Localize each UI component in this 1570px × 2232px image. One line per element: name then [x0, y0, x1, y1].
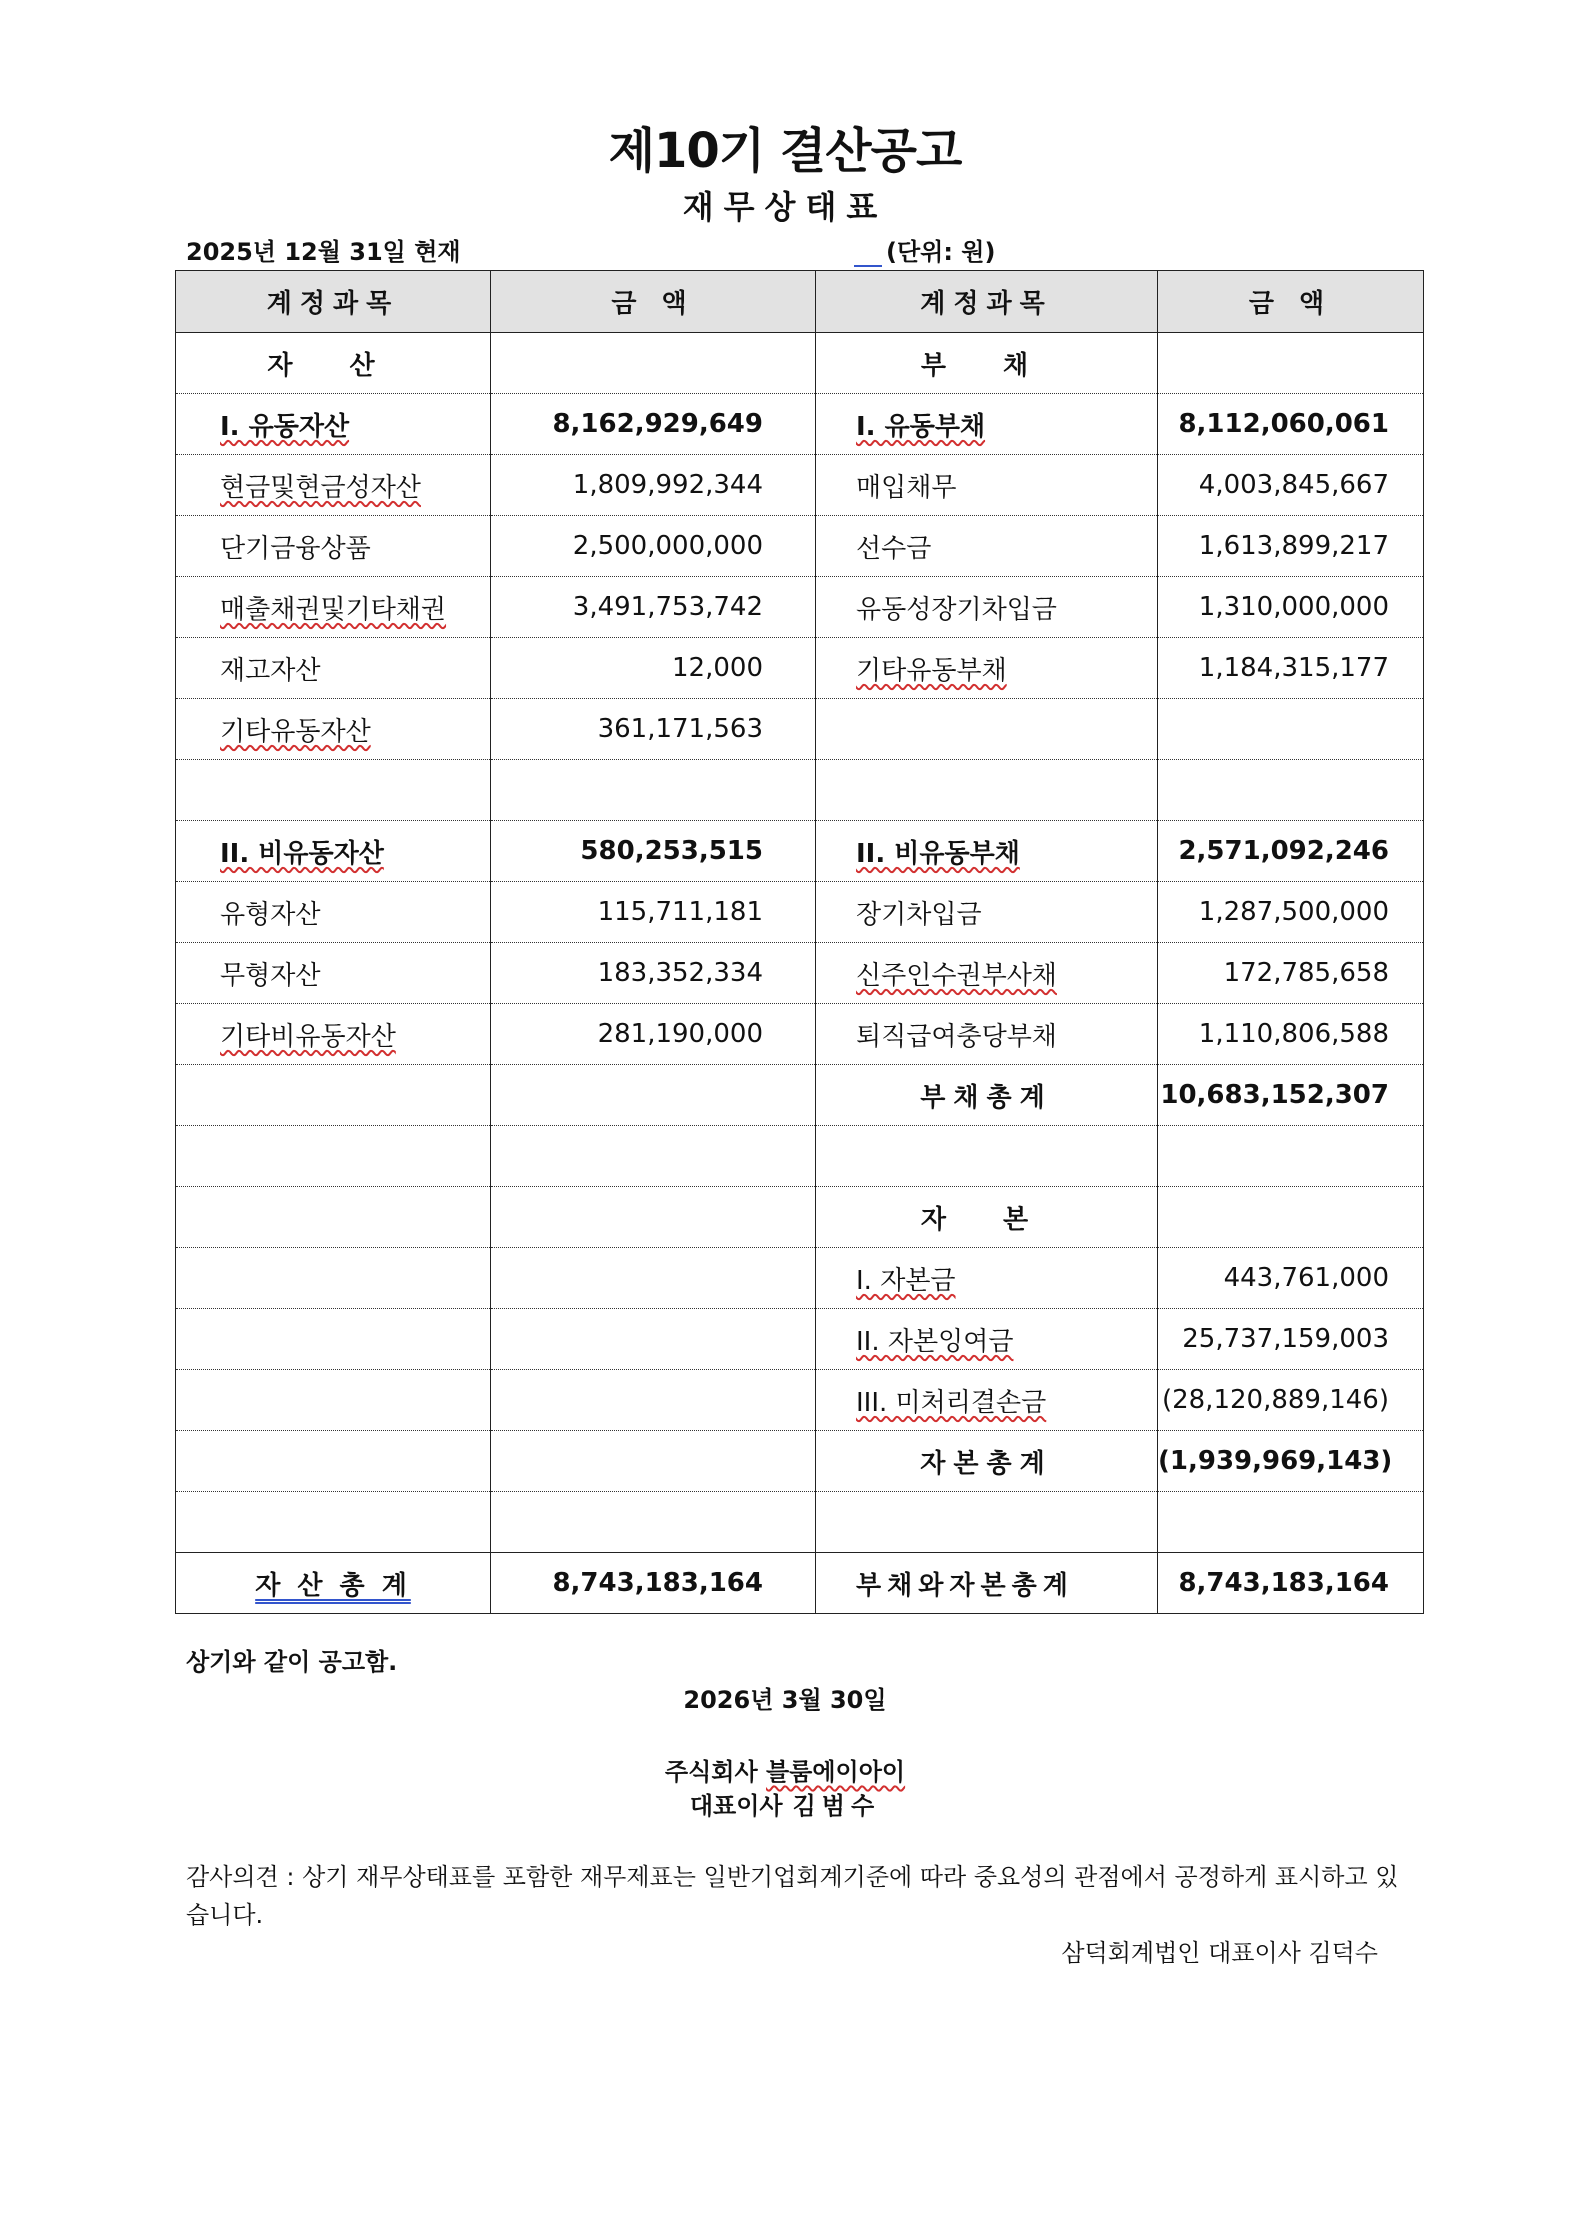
table-row — [176, 821, 1424, 882]
unit-text: (단위: 원) — [886, 238, 996, 266]
liability-amount: 8,112,060,061 — [1158, 394, 1424, 455]
table-row — [176, 1065, 1424, 1126]
equity-total-label: 자본총계 — [816, 1431, 1158, 1492]
equity-label — [816, 1370, 1158, 1431]
auditor-signature: 삼덕회계법인 대표이사 김덕수 — [1061, 1939, 1378, 1967]
page-title: 제10기 결산공고 — [608, 123, 962, 179]
label-text: 기타비유동자산 — [220, 1021, 396, 1052]
empty-cell — [816, 760, 1158, 821]
asset-label — [176, 577, 491, 638]
audit-opinion: 감사의견 : 상기 재무상태표를 포함한 재무제표는 일반기업회계기준에 따라 중요성의 관점에서 공정하게 표시하고 있습니다. — [186, 1863, 1399, 1929]
empty-cell — [176, 1248, 491, 1309]
empty-cell — [176, 1065, 491, 1126]
empty-cell — [176, 1370, 491, 1431]
empty-cell — [816, 1126, 1158, 1187]
liability-amount: 1,110,806,588 — [1158, 1004, 1424, 1065]
empty-cell — [491, 1248, 816, 1309]
table-row — [176, 760, 1424, 821]
asset-label — [176, 1004, 491, 1065]
as-of-date: 2025년 12월 31일 현재 — [186, 238, 461, 266]
asset-label: 무형자산 — [176, 943, 491, 1004]
table-row — [176, 577, 1424, 638]
table-row — [176, 943, 1424, 1004]
liabilities-total-label: 부채총계 — [816, 1065, 1158, 1126]
col-header-asset-amount: 금 액 — [491, 271, 816, 333]
liabilities-equity-total-label: 부채와자본총계 — [816, 1553, 1158, 1614]
empty-cell — [176, 1431, 491, 1492]
equity-amount: 443,761,000 — [1158, 1248, 1424, 1309]
empty-cell — [491, 760, 816, 821]
table-row — [176, 1309, 1424, 1370]
liability-amount: 4,003,845,667 — [1158, 455, 1424, 516]
table-row — [176, 455, 1424, 516]
col-header-liability-amount: 금 액 — [1158, 271, 1424, 333]
table-row — [176, 394, 1424, 455]
asset-amount: 361,171,563 — [491, 699, 816, 760]
ceo-name: 김범수 — [792, 1792, 881, 1820]
section-liabilities: 부 채 — [816, 333, 1158, 394]
assets-total-amount: 8,743,183,164 — [491, 1553, 816, 1614]
liability-amount: 1,184,315,177 — [1158, 638, 1424, 699]
label-text: 기타유동부채 — [856, 655, 1007, 686]
equity-label — [816, 1309, 1158, 1370]
table-row — [176, 882, 1424, 943]
table-row — [176, 1492, 1424, 1553]
empty-cell — [1158, 333, 1424, 394]
company-name-line — [0, 1752, 1570, 1787]
empty-cell — [816, 699, 1158, 760]
label-text: 매출채권및기타채권 — [220, 594, 447, 625]
announcement-note: 상기와 같이 공고함. — [186, 1648, 398, 1676]
empty-cell — [491, 1431, 816, 1492]
empty-cell — [176, 760, 491, 821]
liability-label: 퇴직급여충당부채 — [816, 1004, 1158, 1065]
ceo-title: 대표이사 — [689, 1792, 783, 1820]
empty-cell — [1158, 699, 1424, 760]
asset-amount: 12,000 — [491, 638, 816, 699]
table-row — [176, 333, 1424, 394]
empty-cell — [491, 1309, 816, 1370]
label-text: 기타유동자산 — [220, 716, 371, 747]
table-row — [176, 1187, 1424, 1248]
table-row — [176, 516, 1424, 577]
liability-label — [816, 638, 1158, 699]
liability-amount: 1,310,000,000 — [1158, 577, 1424, 638]
empty-cell — [1158, 1492, 1424, 1553]
announcement-date: 2026년 3월 30일 — [683, 1686, 887, 1714]
liability-label — [816, 821, 1158, 882]
asset-label: 유형자산 — [176, 882, 491, 943]
empty-cell — [491, 1065, 816, 1126]
table-row — [176, 638, 1424, 699]
assets-total-label — [176, 1553, 491, 1614]
asset-amount: 115,711,181 — [491, 882, 816, 943]
label-text: II. 자본잉여금 — [856, 1326, 1014, 1357]
balance-sheet-table — [175, 270, 1424, 1614]
table-row — [176, 699, 1424, 760]
asset-label — [176, 821, 491, 882]
equity-label — [816, 1248, 1158, 1309]
table-header-row — [176, 271, 1424, 333]
asset-amount: 281,190,000 — [491, 1004, 816, 1065]
liability-amount: 1,287,500,000 — [1158, 882, 1424, 943]
empty-cell — [176, 1187, 491, 1248]
empty-cell — [491, 1370, 816, 1431]
table-row — [176, 1248, 1424, 1309]
equity-amount: 25,737,159,003 — [1158, 1309, 1424, 1370]
grand-total-row — [176, 1553, 1424, 1614]
equity-amount: (28,120,889,146) — [1158, 1370, 1424, 1431]
asset-amount: 183,352,334 — [491, 943, 816, 1004]
table-row — [176, 1004, 1424, 1065]
empty-cell — [1158, 1187, 1424, 1248]
label-text: I. 자본금 — [856, 1265, 956, 1296]
liability-label: 장기차입금 — [816, 882, 1158, 943]
liability-amount: 1,613,899,217 — [1158, 516, 1424, 577]
liability-label: 선수금 — [816, 516, 1158, 577]
asset-label: 단기금융상품 — [176, 516, 491, 577]
company-prefix: 주식회사 — [664, 1758, 758, 1786]
unit-underline-mark — [854, 265, 882, 267]
liability-label: 매입채무 — [816, 455, 1158, 516]
label-text: II. 비유동부채 — [856, 838, 1020, 869]
table-row — [176, 1370, 1424, 1431]
asset-amount: 3,491,753,742 — [491, 577, 816, 638]
label-text: 신주인수권부사채 — [856, 960, 1057, 991]
liability-amount: 172,785,658 — [1158, 943, 1424, 1004]
empty-cell — [491, 1187, 816, 1248]
ceo-line — [0, 1786, 1570, 1821]
empty-cell — [816, 1492, 1158, 1553]
asset-label — [176, 455, 491, 516]
asset-amount: 1,809,992,344 — [491, 455, 816, 516]
equity-total-amount: (1,939,969,143) — [1158, 1431, 1424, 1492]
liability-label — [816, 394, 1158, 455]
label-text: II. 비유동자산 — [220, 838, 384, 869]
empty-cell — [491, 1126, 816, 1187]
asset-label — [176, 394, 491, 455]
asset-amount: 8,162,929,649 — [491, 394, 816, 455]
empty-cell — [491, 333, 816, 394]
empty-cell — [1158, 1126, 1424, 1187]
liability-label — [816, 943, 1158, 1004]
empty-cell — [491, 1492, 816, 1553]
asset-amount: 2,500,000,000 — [491, 516, 816, 577]
liabilities-equity-total-amount: 8,743,183,164 — [1158, 1553, 1424, 1614]
label-text: 자 산 총 계 — [255, 1570, 411, 1601]
empty-cell — [176, 1126, 491, 1187]
page-subtitle: 재무상태표 — [682, 188, 888, 226]
empty-cell — [1158, 760, 1424, 821]
liability-amount: 2,571,092,246 — [1158, 821, 1424, 882]
table-row — [176, 1126, 1424, 1187]
empty-cell — [176, 1309, 491, 1370]
col-header-liability-account: 계정과목 — [816, 271, 1158, 333]
company-name: 블룸에이아이 — [766, 1758, 906, 1786]
unit-label — [854, 232, 995, 267]
asset-amount: 580,253,515 — [491, 821, 816, 882]
label-text: III. 미처리결손금 — [856, 1387, 1047, 1418]
table-row — [176, 1431, 1424, 1492]
label-text: 현금및현금성자산 — [220, 472, 421, 503]
liability-label: 유동성장기차입금 — [816, 577, 1158, 638]
liabilities-total-amount: 10,683,152,307 — [1158, 1065, 1424, 1126]
label-text: I. 유동자산 — [220, 411, 350, 442]
section-equity: 자 본 — [816, 1187, 1158, 1248]
col-header-asset-account: 계정과목 — [176, 271, 491, 333]
empty-cell — [176, 1492, 491, 1553]
label-text: I. 유동부채 — [856, 411, 986, 442]
asset-label — [176, 699, 491, 760]
asset-label: 재고자산 — [176, 638, 491, 699]
section-assets: 자 산 — [176, 333, 491, 394]
